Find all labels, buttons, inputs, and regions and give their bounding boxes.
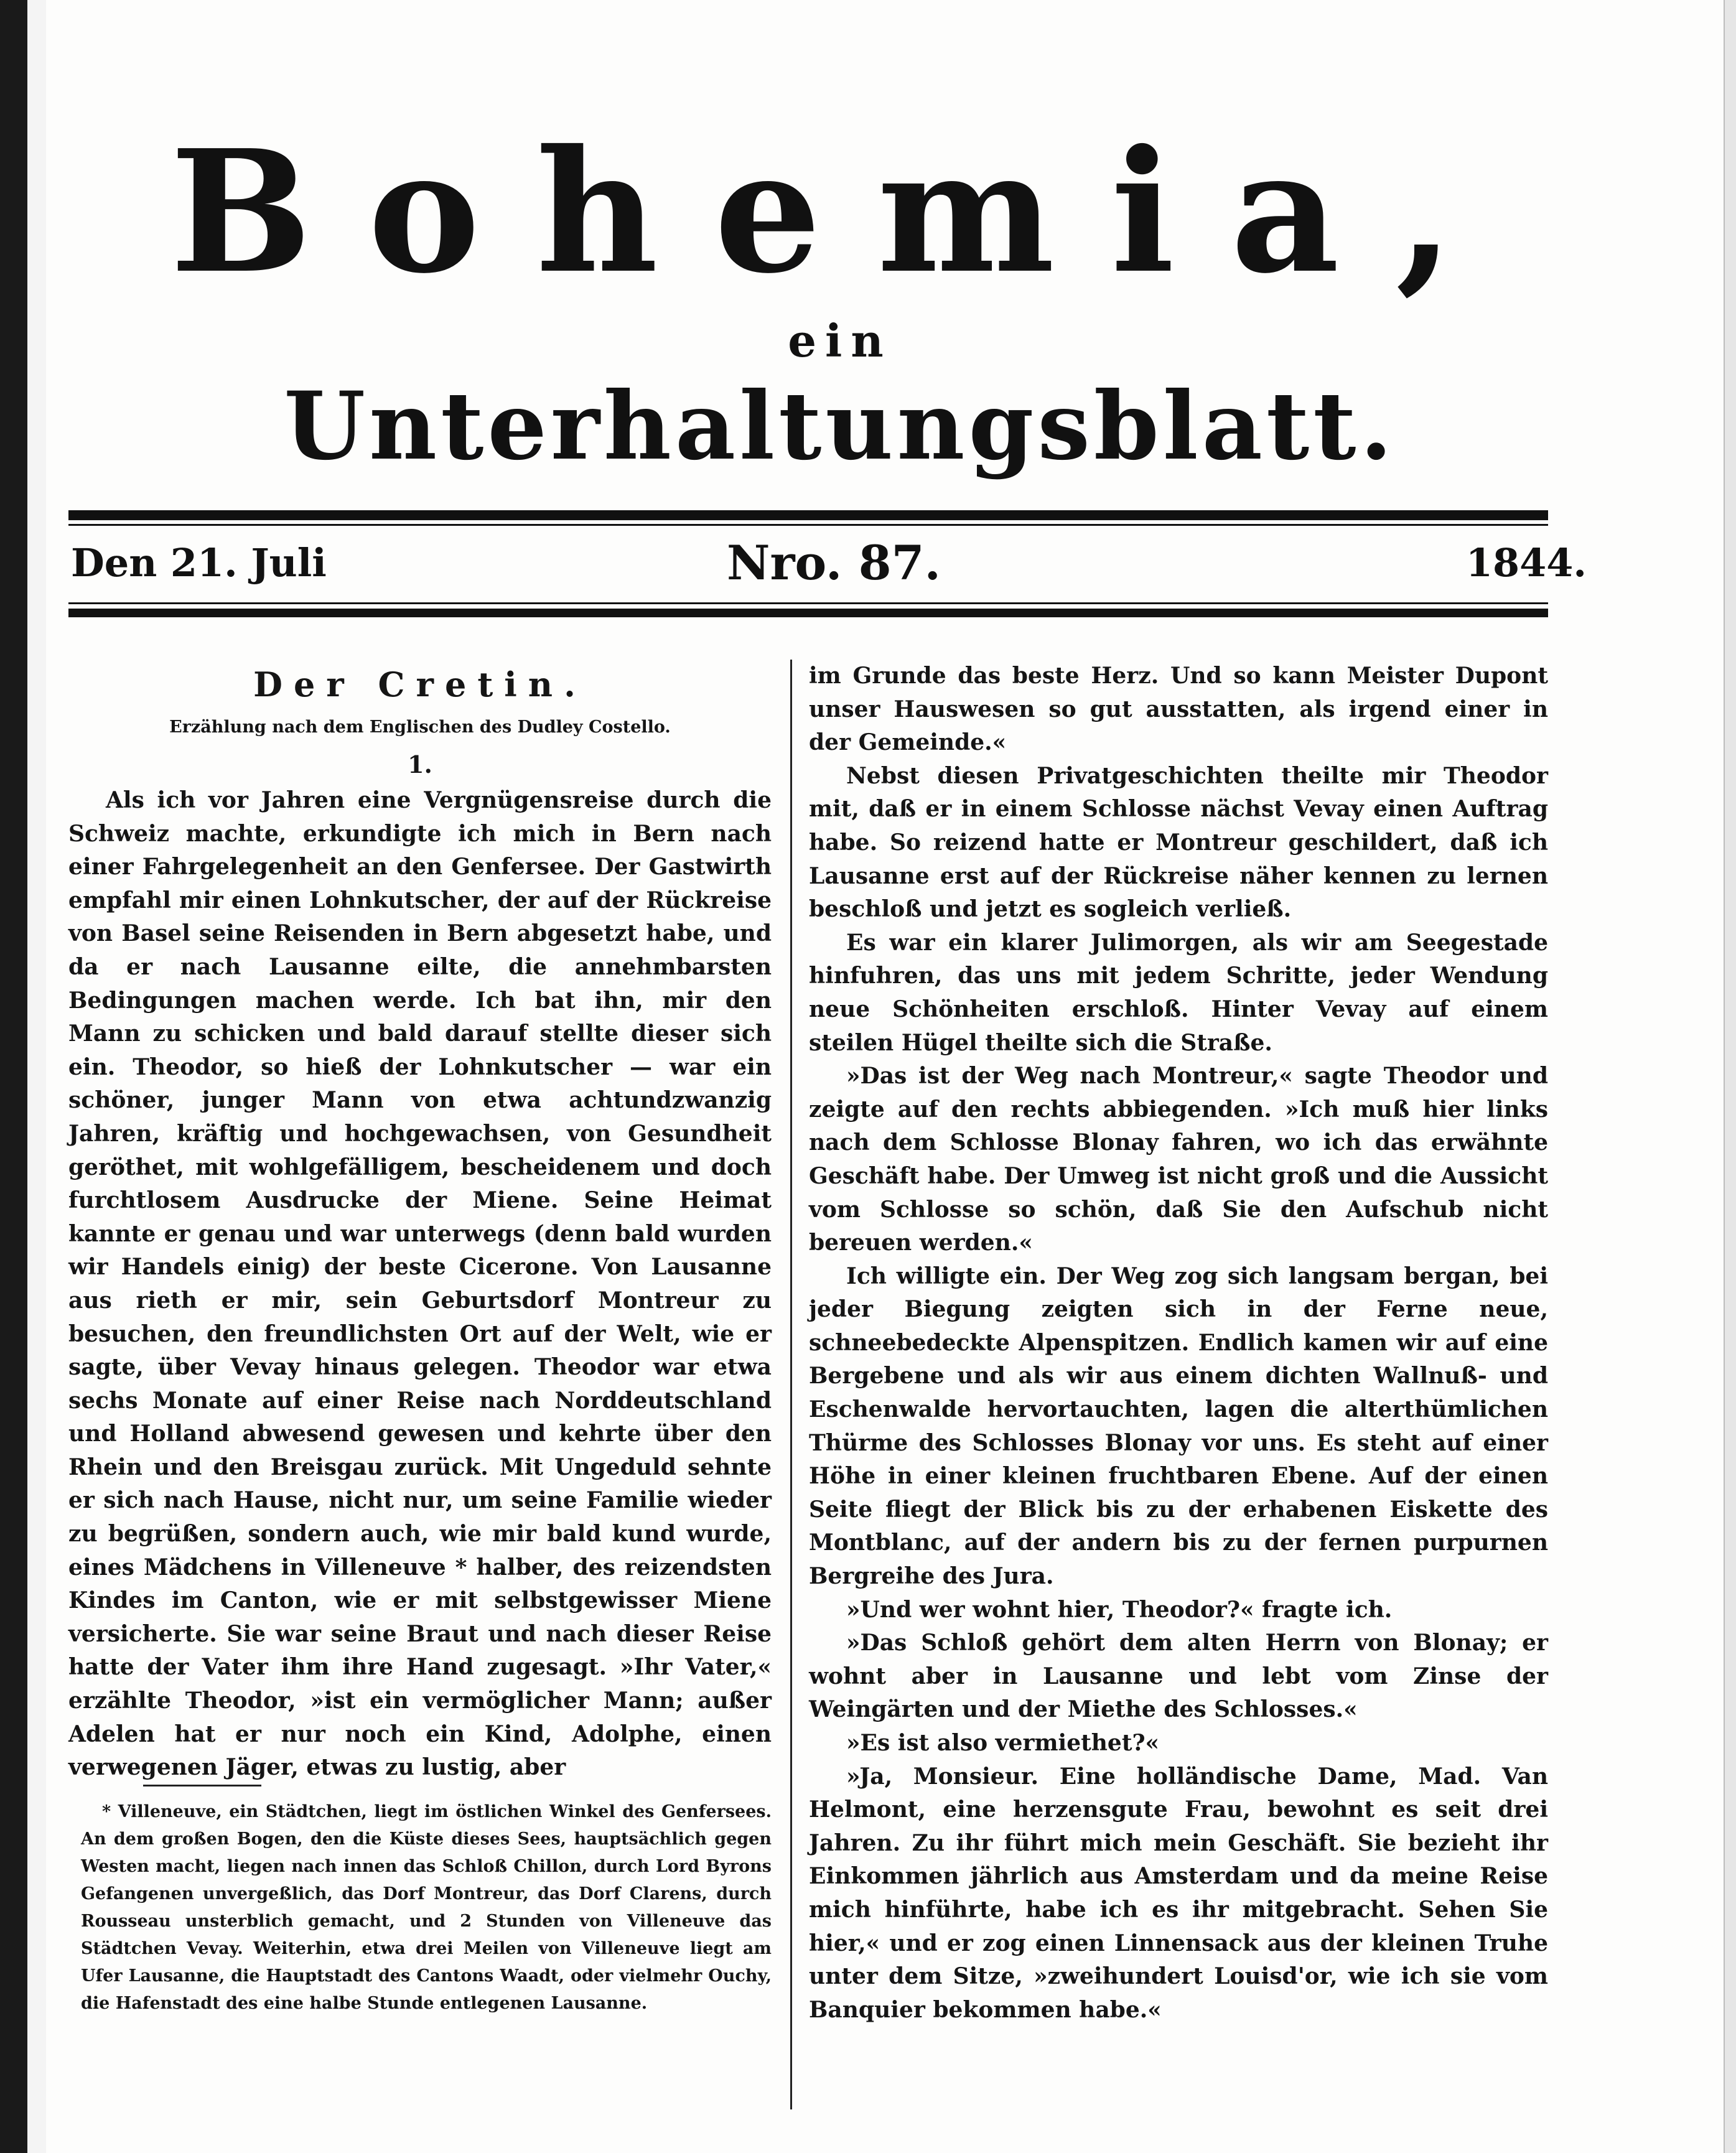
article-paragraph: Ich willigte ein. Der Weg zog sich langsam bergan, bei jeder Biegung zeigten sich in der Ferne neue, schneebedeckte Alpenspitzen. Endlich kamen wir auf eine Bergebene und als wir aus einem dichten Wallnuß- und Eschenwalde hervortauchten, lagen die alterthümlichen Thürme des Schlosses Blonay vor uns. Es steht auf einer Höhe in einer kleinen fruchtbaren Ebene. Auf der einen Seite fliegt der Blick bis zu der erhabenen Eiskette des Montblanc, auf der andern bis zu der fernen purpurnen Bergreihe des Jura. (809, 1263, 1548, 1590)
issue-year: 1844. (1465, 540, 1587, 586)
article-paragraph: »Das Schloß gehört dem alten Herrn von Blonay; er wohnt aber in Lausanne und lebt vom Zinse der Weingärten und der Miethe des Schlosses.« (809, 1630, 1548, 1723)
header-rule-thin (68, 524, 1548, 526)
section-number: 1. (408, 750, 432, 778)
dateline-rule-thin (68, 602, 1548, 604)
masthead-subtitle: ein (788, 314, 892, 367)
masthead-subtitle-main: Unterhaltungsblatt. (284, 371, 1396, 481)
left-column (68, 660, 772, 1785)
article-paragraph: Als ich vor Jahren eine Vergnügensreise durch die Schweiz machte, erkundigte ich mich in Bern nach einer Fahrgelegenheit an den Genfersee. Der Gastwirth empfahl mir einen Lohnkutscher, der auf der Rückreise von Basel seine Reisenden in Bern abgesetzt habe, und da er nach Lausanne eilte, die annehmbarsten Bedingungen machen werde. Ich bat ihn, mir den Mann zu schicken und bald darauf stellte dieser sich ein. Theodor, so hieß der Lohnkutscher — war ein schöner, junger Mann von etwa achtundzwanzig Jahren, kräftig und hochgewachsen, von Gesundheit geröthet, mit wohlgefälligem, bescheidenem und doch furchtlosem Ausdrucke der Miene. Seine Heimat kannte er genau und war unterwegs (denn bald wurden wir Handels einig) der beste Cicerone. Von Lausanne aus rieth er mir, sein Geburtsdorf Montreur zu besuchen, den freundlichsten Ort auf der Welt, wie er sagte, über Vevay hinaus gelegen. Theodor war etwa sechs Monate auf einer Reise nach Norddeutschland und Holland abwesend gewesen und kehrte über den Rhein und den Breisgau zurück. Mit Ungeduld sehnte er sich nach Hause, nicht nur, um seine Familie wieder zu begrüßen, sondern auch, wie mir bald kund wurde, eines Mädchens in Villeneuve * halber, des reizendsten Kindes im Canton, wie er mit selbstgewisser Miene versicherte. Sie war seine Braut und nach dieser Reise hatte der Vater ihm ihre Hand zugesagt. »Ihr Vater,« erzählte Theodor, »ist ein vermöglicher Mann; außer Adelen hat er nur noch ein Kind, Adolphe, einen verwegenen Jäger, etwas zu lustig, aber (68, 787, 772, 1781)
issue-date: Den 21. Juli (71, 540, 327, 586)
footnote: * Villeneuve, ein Städtchen, liegt im östlichen Winkel des Genfersees. An dem großen Bogen, den die Küste dieses Sees, hauptsächlich gegen Westen macht, liegen nach innen das Schloß Chillon, durch Lord Byrons Gefangenen unvergeßlich, das Dorf Montreur, das Dorf Clarens, durch Rousseau unsterblich gemacht, und 2 Stunden von Villeneuve das Städtchen Vevay. Weiterhin, etwa drei Meilen von Villeneuve liegt am Ufer Lausanne, die Hauptstadt des Cantons Waadt, oder vielmehr Ouchy, die Hafenstadt des eine halbe Stunde entlegenen Lausanne. (81, 1802, 772, 2013)
footnote-rule (143, 1785, 261, 1786)
article-paragraph: Es war ein klarer Julimorgen, als wir am Seegestade hinfuhren, das uns mit jedem Schritte, jeder Wendung neue Schönheiten erschloß. Hinter Vevay auf einem steilen Hügel theilte sich die Straße. (809, 929, 1548, 1056)
issue-number: Nro. 87. (726, 535, 941, 591)
binding-edge (0, 0, 27, 2153)
column-divider (790, 660, 792, 2109)
dateline-rule-thick (68, 609, 1548, 617)
article-paragraph: »Ja, Monsieur. Eine holländische Dame, Mad. Van Helmont, eine herzensgute Frau, bewohnt es seit drei Jahren. Zu ihr führt mich mein Geschäft. Sie bezieht ihr Einkommen jährlich aus Amsterdam und da meine Reise mich hinführte, habe ich es ihr mitgebracht. Sehen Sie hier,« und er zog einen Linnensack aus der kleinen Truhe unter dem Sitze, »zweihundert Louisd'or, wie ich sie vom Banquier bekommen habe.« (809, 1763, 1548, 2023)
right-column (809, 660, 1548, 2027)
article-paragraph: »Das ist der Weg nach Montreur,« sagte Theodor und zeigte auf den rechts abbiegenden. »Ich muß hier links nach dem Schlosse Blonay fahren, wo ich das erwähnte Geschäft habe. Der Umweg ist nicht groß und die Aussicht vom Schlosse so schön, daß Sie den Aufschub nicht bereuen werden.« (809, 1063, 1548, 1256)
article-paragraph: im Grunde das beste Herz. Und so kann Meister Dupont unser Hauswesen so gut ausstatten, als irgend einer in der Gemeinde.« (809, 663, 1548, 756)
article-title: Der Cretin. (253, 665, 587, 704)
binding-gap (27, 0, 46, 2153)
article-paragraph: »Und wer wohnt hier, Theodor?« fragte ich. (846, 1596, 1393, 1623)
article-paragraph: »Es ist also vermiethet?« (846, 1730, 1160, 1756)
article-paragraph: Nebst diesen Privatgeschichten theilte mir Theodor mit, daß er in einem Schlosse nächst Vevay einen Auftrag habe. So reizend hatte er Montreur geschildert, daß ich Lausanne erst auf der Rückreise näher kennen zu lernen beschloß und jetzt es sogleich verließ. (809, 762, 1548, 923)
page-edge (1724, 0, 1736, 2153)
header-rule-thick (68, 510, 1548, 520)
masthead-title: Bohemia, (170, 113, 1510, 311)
article-subtitle: Erzählung nach dem Englischen des Dudley Costello. (169, 717, 671, 737)
